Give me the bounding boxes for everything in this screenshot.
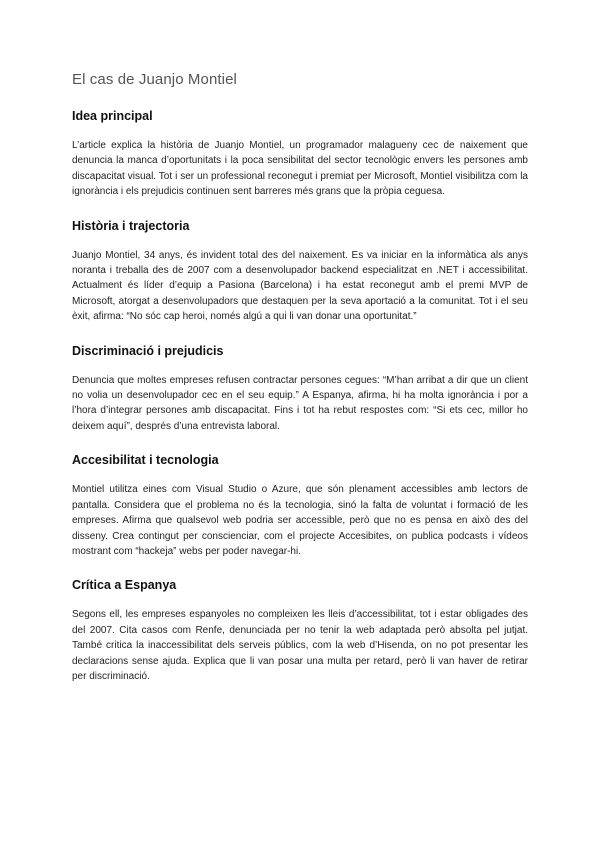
section-paragraph: Juanjo Montiel, 34 anys, és invident total des del naixement. Es va iniciar en la informàtica als anys noranta i treballa des de 2007 com a desenvolupador backend especialitzat en .NET i accessibilitat. Actualment és líder d’equip a Pasiona (Barcelona) i ha estat reconegut amb el premi MVP de Microsoft, atorgat a desenvolupadors que destaquen per la seva aportació a la comunitat. Tot i el seu èxit, afirma: “No sóc cap heroi, només algú a qui li van donar una oportunitat.” (72, 249, 528, 323)
section-heading: Crítica a Espanya (72, 578, 177, 593)
section-accesibilitat-tecnologia (72, 452, 528, 559)
section-paragraph: Denuncia que moltes empreses refusen contractar persones cegues: “M’han arribat a dir que un client no volia un desenvolupador cec en el seu equip.” A Espanya, afirma, hi ha molta ignorància i por a l’hora d’integrar persones amb discapacitat. Fins i tot ha rebut respostes com: “Si ets cec, millor ho deixem aquí”, després d’una entrevista laboral. (72, 374, 528, 432)
section-idea-principal (72, 108, 528, 200)
section-historia-trajectoria (72, 218, 528, 325)
section-heading: Història i trajectoria (72, 218, 190, 233)
section-paragraph: Montiel utilitza eines com Visual Studio o Azure, que són plenament accessibles amb lectors de pantalla. Considera que el problema no és la tecnologia, sinó la falta de voluntat i formació de les empreses. Afirma que qualsevol web podria ser accessible, però que no es pensa en això des del disseny. Crea contingut per conscienciar, com el projecte Accesibites, on publica podcasts i vídeos mostrant com “hackeja” webs per poder navegar-hi. (72, 484, 528, 557)
section-paragraph: Segons ell, les empreses espanyoles no compleixen les lleis d’accessibilitat, tot i estar obligades des del 2007. Cita casos com Renfe, denunciada per no tenir la web adaptada però absolta pel jutjat. També critica la inaccessibilitat dels serveis públics, com la web d’Hisenda, on no pot presentar les declaracions sense ajuda. Explica que li van posar una multa per retard, però li van haver de retirar per discriminació. (72, 609, 528, 682)
section-heading: Idea principal (72, 109, 153, 123)
section-critica-espanya (72, 577, 528, 684)
document-page (72, 70, 528, 702)
section-paragraph: L’article explica la història de Juanjo Montiel, un programador malagueny cec de naixement que denuncia la manca d’oportunitats i la poca sensibilitat del sector tecnològic envers les persones amb discapacitat visual. Tot i ser un professional reconegut i premiat per Microsoft, Montiel visibilitza com la ignorància i els prejudicis continuen sent barreres més grans que la pròpia ceguesa. (72, 140, 528, 198)
document-title: El cas de Juanjo Montiel (72, 71, 237, 88)
section-heading: Accesibilitat i tecnologia (72, 453, 219, 468)
section-heading: Discriminació i prejudicis (72, 343, 224, 358)
section-discriminacio-prejudicis (72, 343, 528, 435)
